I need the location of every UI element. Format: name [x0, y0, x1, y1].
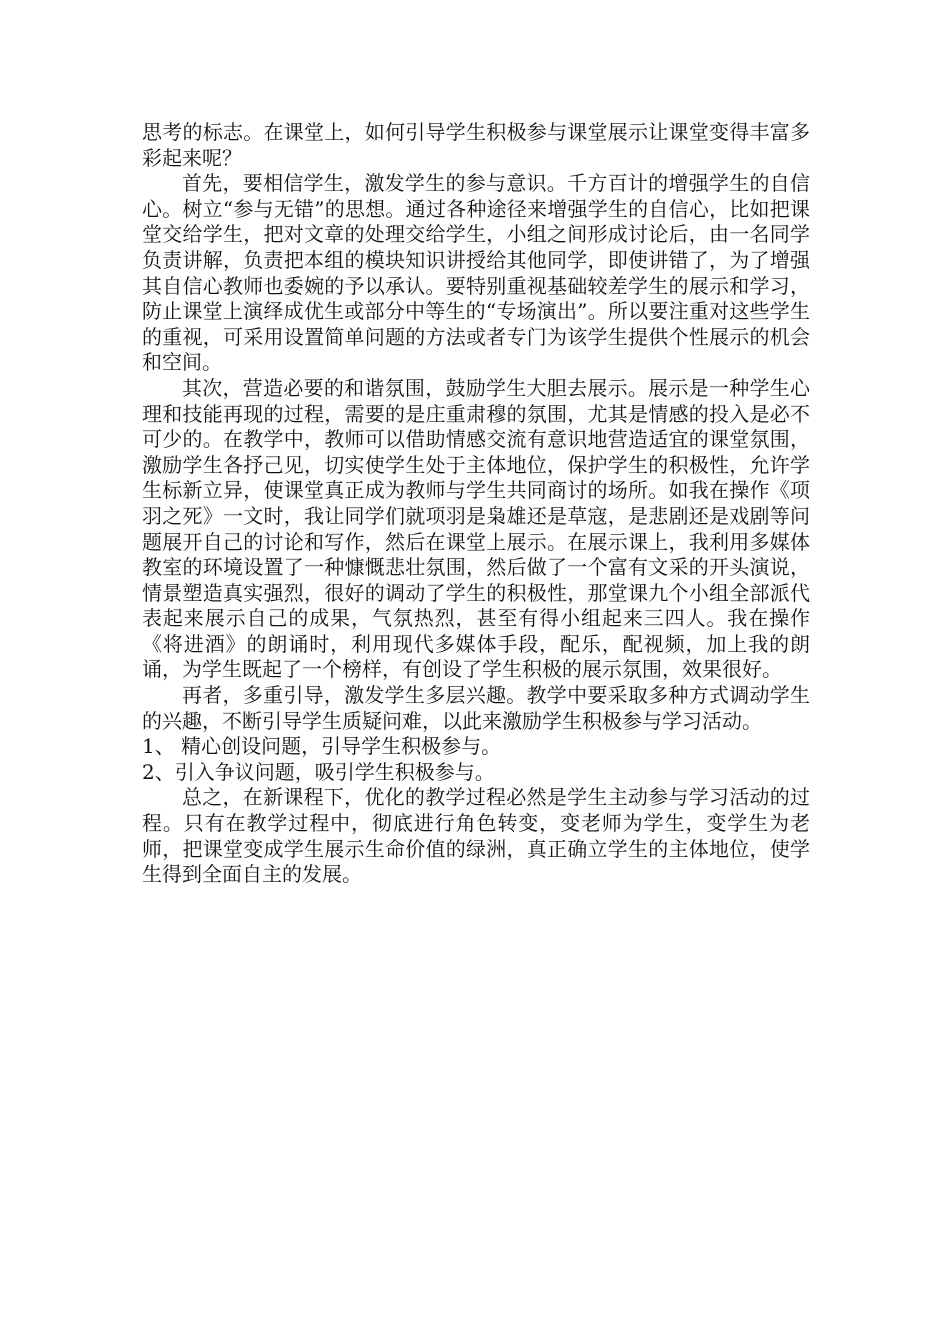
paragraph-continuation: 思考的标志。在课堂上，如何引导学生积极参与课堂展示让课堂变得丰富多彩起来呢？ [142, 120, 810, 170]
list-item-1: 1、 精心创设问题，引导学生积极参与。 [142, 734, 502, 759]
paragraph-third-point: 再者，多重引导，激发学生多层兴趣。教学中要采取多种方式调动学生的兴趣，不断引导学生质疑问难，以此来激励学生积极参与学习活动。 [142, 683, 810, 733]
document-body [142, 120, 810, 888]
paragraph-conclusion: 总之，在新课程下，优化的教学过程必然是学生主动参与学习活动的过程。只有在教学过程中，彻底进行角色转变，变老师为学生，变学生为老师，把课堂变成学生展示生命价值的绿洲，真正确立学生的主体地位，使学生得到全面自主的发展。 [142, 785, 810, 887]
paragraph-second-point: 其次，营造必要的和谐氛围，鼓励学生大胆去展示。展示是一种学生心理和技能再现的过程，需要的是庄重肃穆的氛围，尤其是情感的投入是必不可少的。在教学中，教师可以借助情感交流有意识地营造适宜的课堂氛围，激励学生各抒己见，切实使学生处于主体地位，保护学生的积极性，允许学生标新立异，使课堂真正成为教师与学生共同商讨的场所。如我在操作《项羽之死》一文时，我让同学们就项羽是枭雄还是草寇，是悲剧还是戏剧等问题展开自己的讨论和写作，然后在课堂上展示。在展示课上，我利用多媒体教室的环境设置了一种慷慨悲壮氛围，然后做了一个富有文采的开头演说，情景塑造真实强烈，很好的调动了学生的积极性，那堂课九个小组全部派代表起来展示自己的成果，气氛热烈，甚至有得小组起来三四人。我在操作《将进酒》的朗诵时，利用现代多媒体手段，配乐，配视频，加上我的朗诵，为学生既起了一个榜样，有创设了学生积极的展示氛围，效果很好。 [142, 375, 810, 682]
paragraph-first-point: 首先，要相信学生，激发学生的参与意识。千方百计的增强学生的自信心。树立“参与无错”的思想。通过各种途径来增强学生的自信心，比如把课堂交给学生，把对文章的处理交给学生，小组之间形成讨论后，由一名同学负责讲解，负责把本组的模块知识讲授给其他同学，即使讲错了，为了增强其自信心教师也委婉的予以承认。要特别重视基础较差学生的展示和学习，防止课堂上演绎成优生或部分中等生的“专场演出”。所以要注重对这些学生的重视，可采用设置简单问题的方法或者专门为该学生提供个性展示的机会和空间。 [142, 171, 810, 375]
list-item-2: 2、引入争议问题，吸引学生积极参与。 [142, 759, 495, 784]
